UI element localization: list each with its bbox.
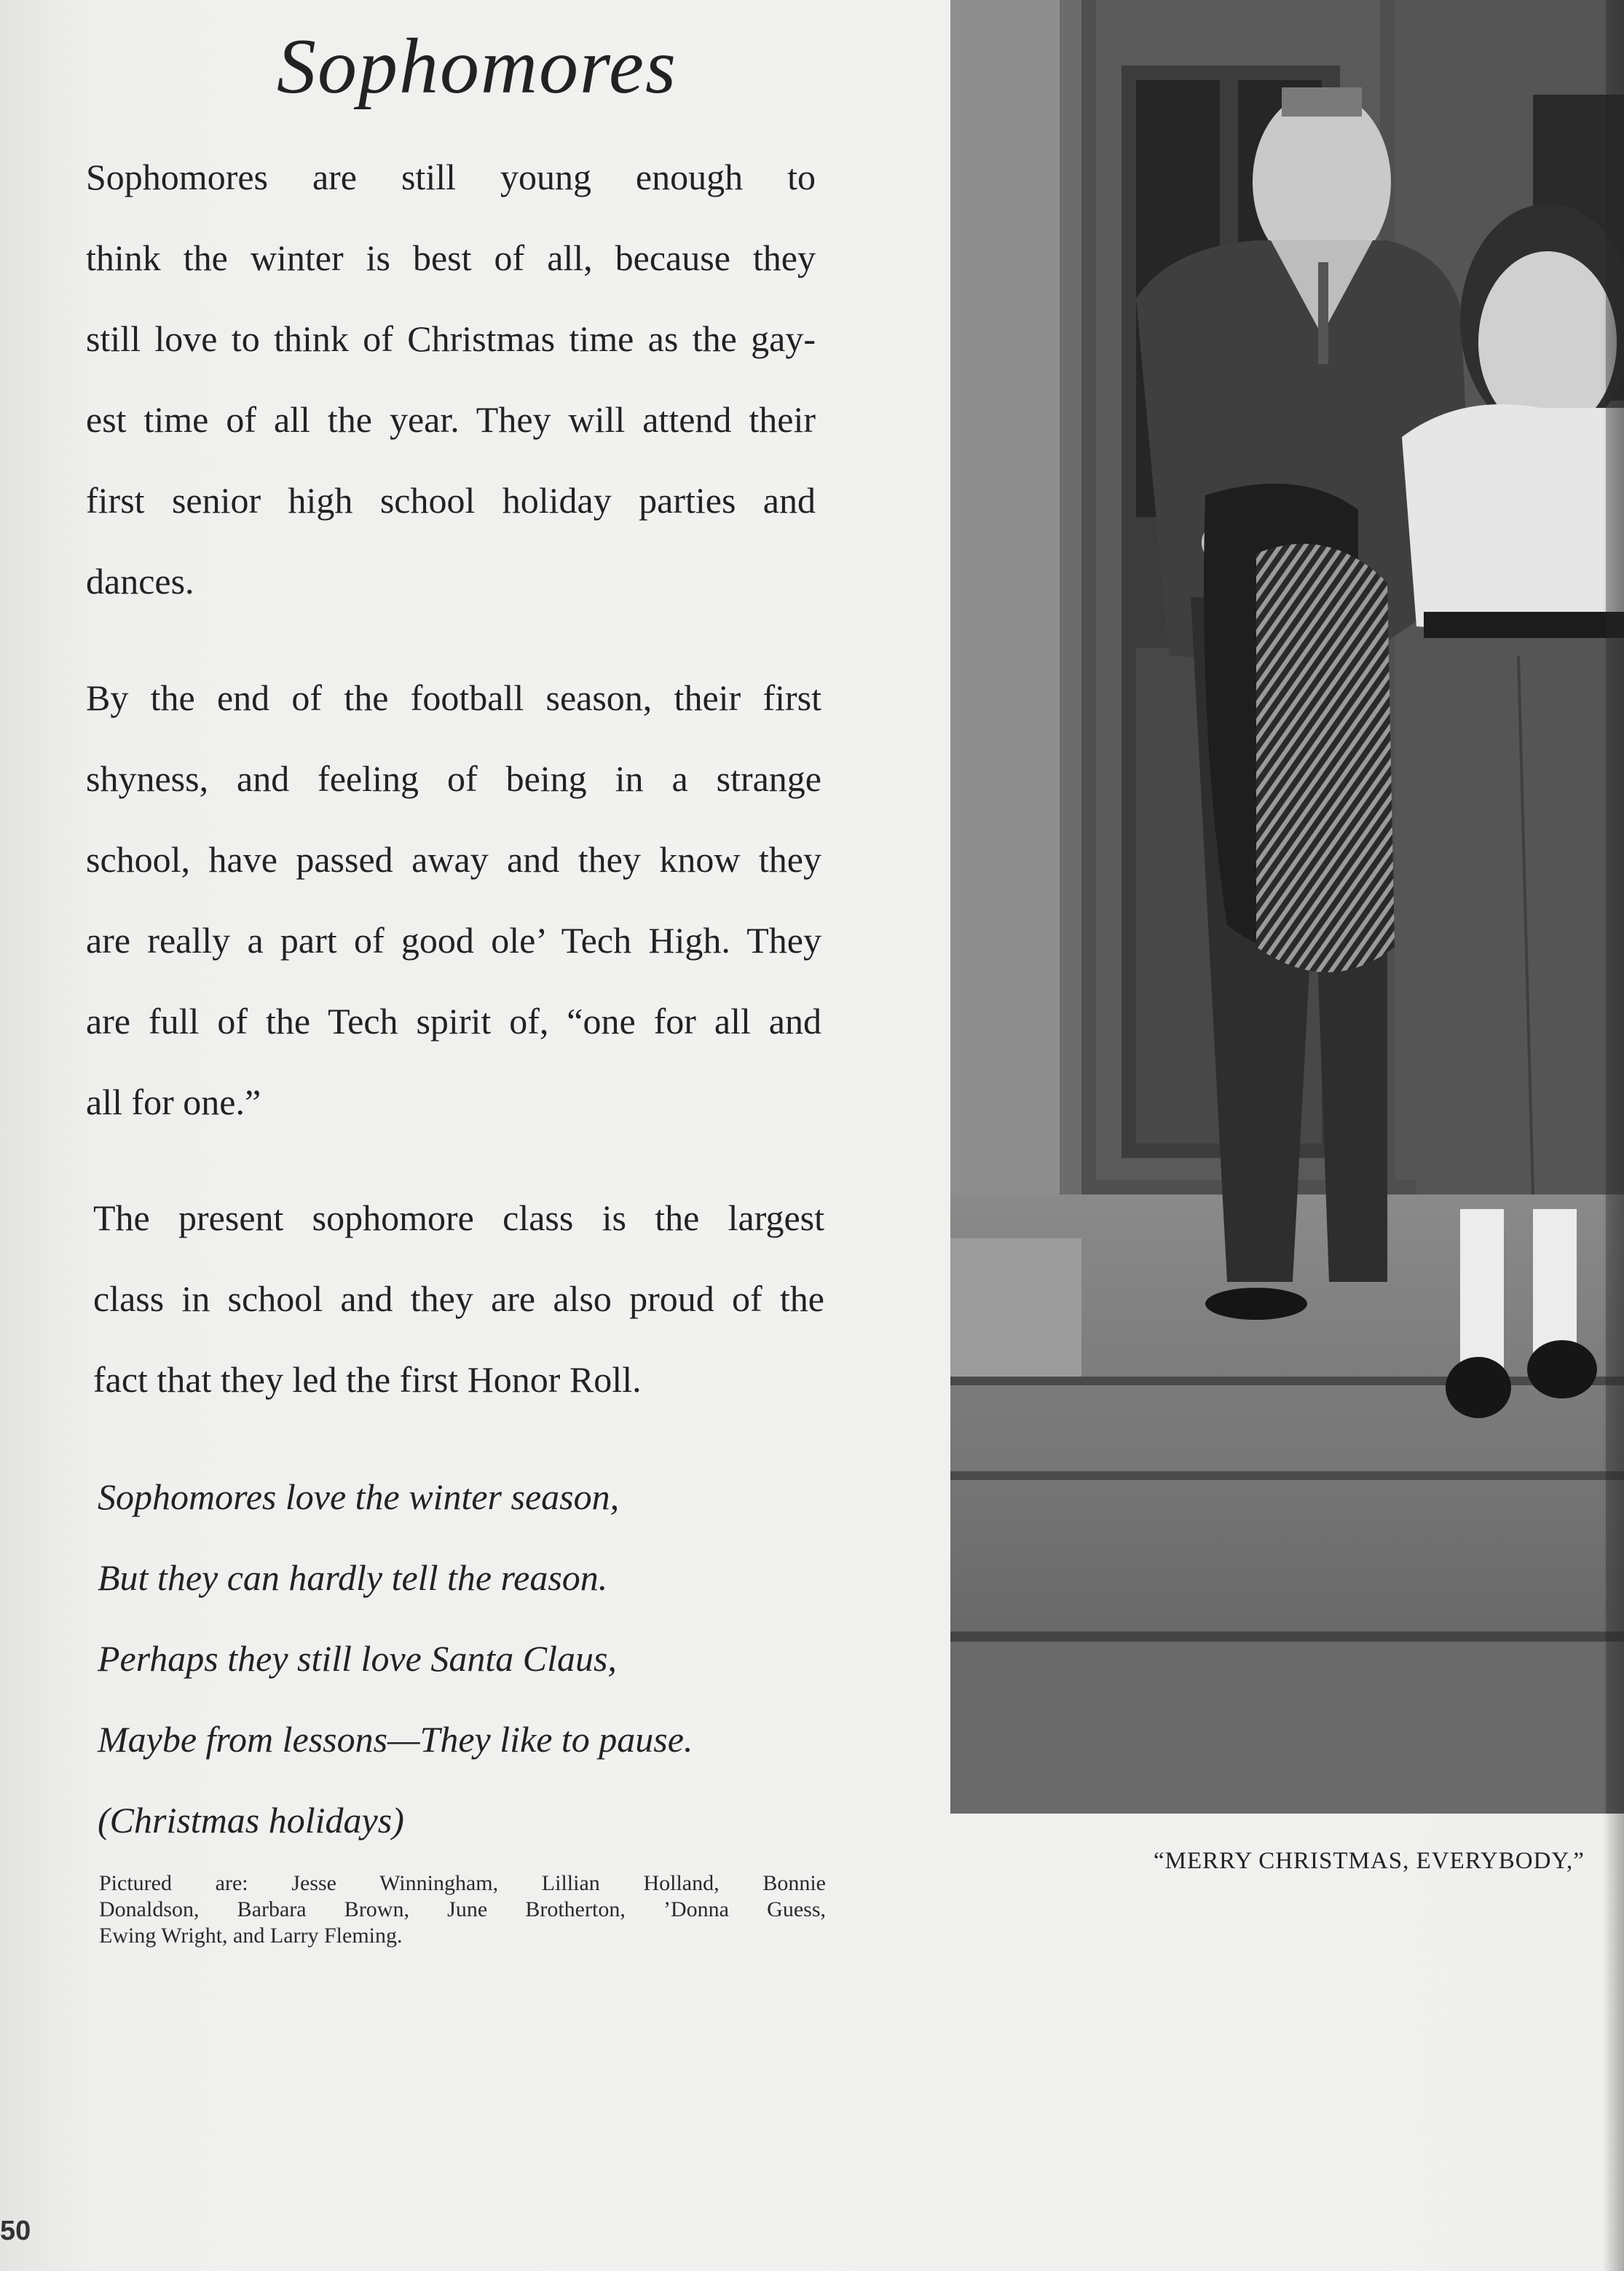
photo-illustration (950, 0, 1624, 1814)
paragraph-line: still love to think of Christmas time as the gay- (86, 318, 816, 359)
page-title: Sophomores (277, 23, 677, 110)
paragraph-line: Sophomores are still young enough to (86, 157, 816, 197)
credits-line: Ewing Wright, and Larry Fleming. (99, 1924, 403, 1948)
paragraph-line: school, have passed away and they know they (86, 839, 821, 880)
paragraph-1 (86, 137, 816, 622)
paragraph-line: shyness, and feeling of being in a strange (86, 758, 821, 799)
paragraph-line: The present sophomore class is the largest (93, 1197, 824, 1238)
paragraph-line: think the winter is best of all, because they (86, 237, 816, 278)
photo-caption: “MERRY CHRISTMAS, EVERYBODY,” (1154, 1848, 1585, 1874)
credits-line: Donaldson, Barbara Brown, June Brotherton, ’Donna Guess, (99, 1897, 826, 1921)
paragraph-line: are really a part of good ole’ Tech High. They (86, 920, 821, 961)
paragraph-2 (86, 658, 821, 1143)
paragraph-3 (93, 1178, 824, 1420)
paragraph-line: first senior high school holiday parties and (86, 480, 816, 521)
paragraph-line: class in school and they are also proud of the (93, 1278, 824, 1319)
page-gutter-shadow (1602, 0, 1624, 2271)
poem-line: Perhaps they still love Santa Claus, (98, 1638, 617, 1679)
paragraph-line: fact that they led the first Honor Roll. (93, 1359, 642, 1400)
paragraph-line: are full of the Tech spirit of, “one for all and (86, 1001, 821, 1042)
poem-line: (Christmas holidays) (98, 1800, 404, 1841)
poem-line: Maybe from lessons—They like to pause. (98, 1719, 693, 1760)
poem-line: But they can hardly tell the reason. (98, 1557, 608, 1598)
paragraph-line: By the end of the football season, their first (86, 677, 821, 718)
poem (98, 1457, 693, 1861)
pictured-credits (99, 1870, 826, 1949)
poem-line: Sophomores love the winter season, (98, 1476, 620, 1517)
paragraph-line: dances. (86, 561, 194, 602)
photo-soldier-and-girl-on-school-steps (950, 0, 1624, 1814)
page-number: 50 (0, 2216, 31, 2246)
paragraph-line: est time of all the year. They will attend their (86, 399, 816, 440)
paragraph-line: all for one.” (86, 1082, 261, 1122)
credits-line: Pictured are: Jesse Winningham, Lillian Holland, Bonnie (99, 1871, 826, 1895)
